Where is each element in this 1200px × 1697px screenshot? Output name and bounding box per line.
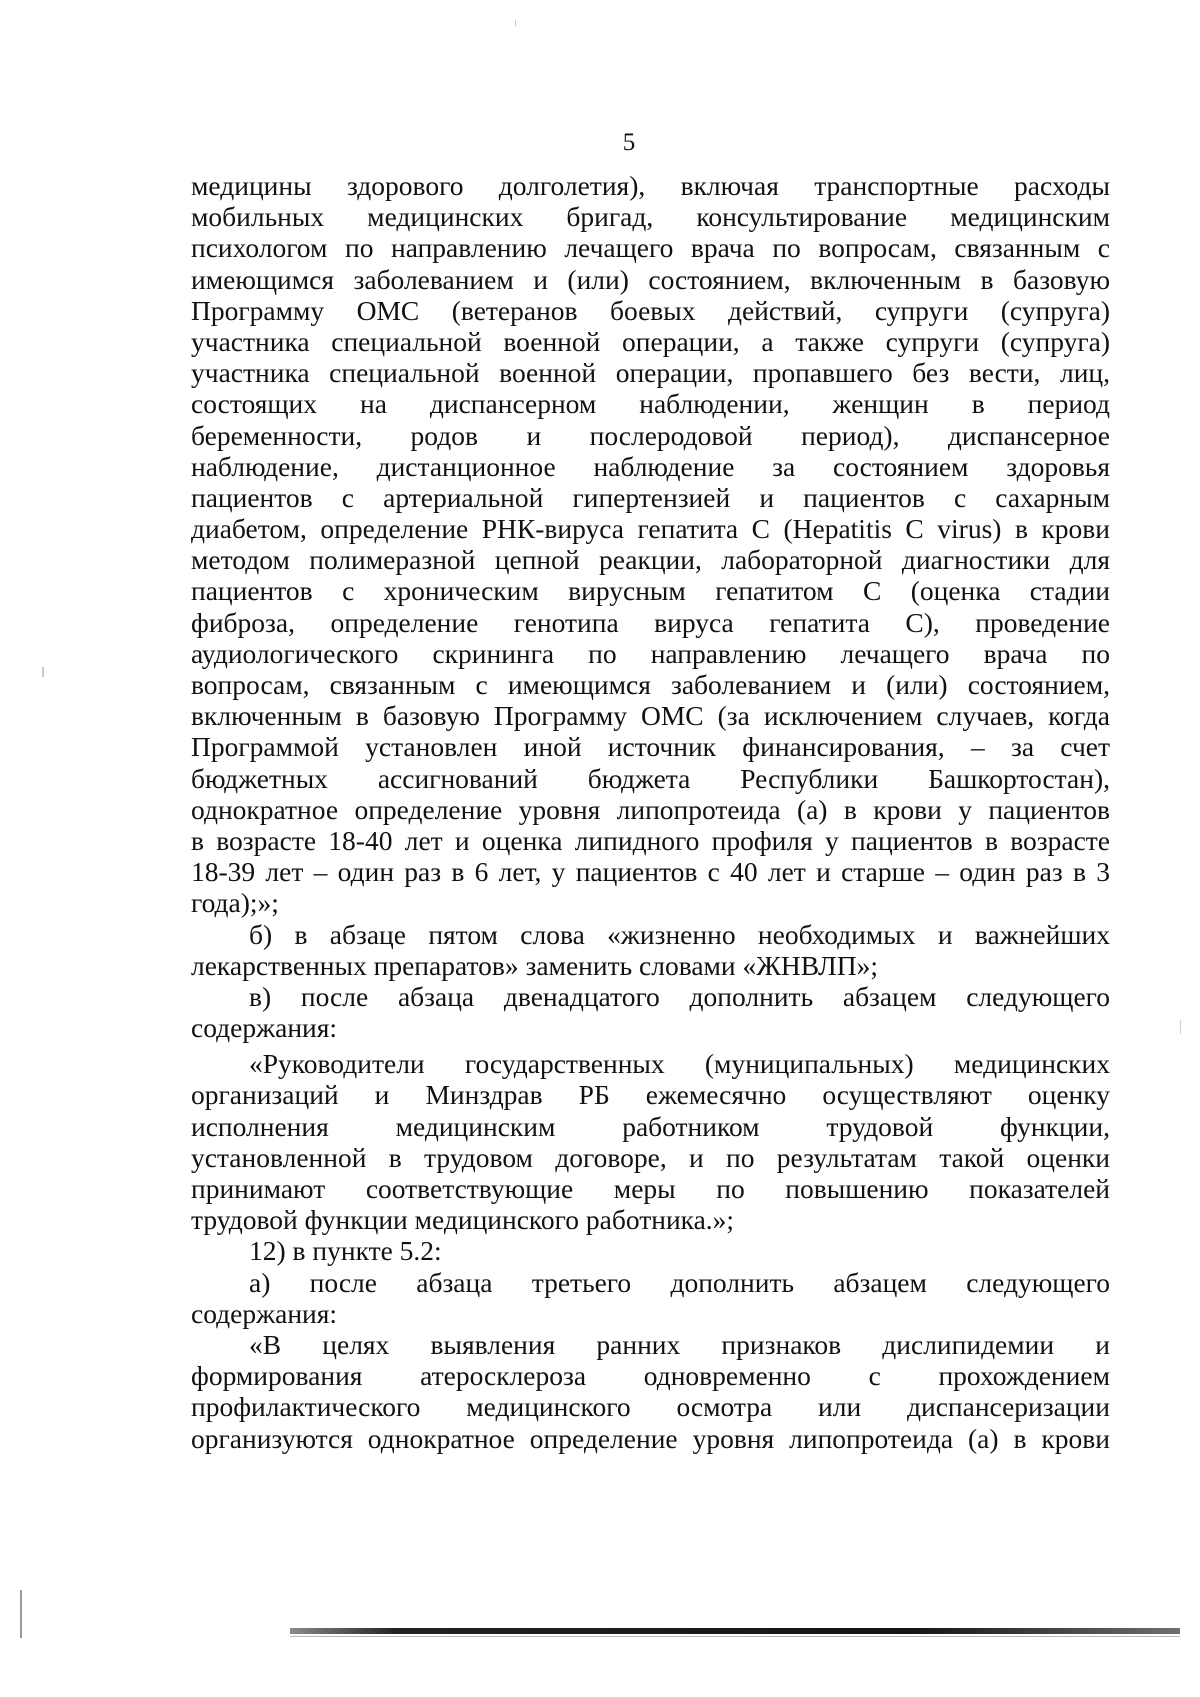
scan-artifact — [290, 1636, 1180, 1637]
text-line: а) после абзаца третьего дополнить абзацем следующего — [249, 1266, 1110, 1298]
scan-artifact — [290, 1628, 1180, 1634]
text-line: включенным в базовую Программу ОМС (за исключением случаев, когда — [191, 700, 1110, 732]
text-line: мобильных медицинских бригад, консультирование медицинским — [191, 201, 1110, 233]
scan-artifact — [20, 1590, 22, 1638]
text-line: «Руководители государственных (муниципальных) медицинских — [249, 1048, 1110, 1080]
text-line: в возрасте 18-40 лет и оценка липидного профиля у пациентов в возрасте — [191, 824, 1110, 856]
scan-artifact — [515, 20, 516, 26]
text-line: бюджетных ассигнований бюджета Республики Башкортостан), — [191, 762, 1110, 794]
text-line: организуются однократное определение уровня липопротеида (а) в крови — [191, 1422, 1110, 1454]
text-line: наблюдение, дистанционное наблюдение за состоянием здоровья — [191, 450, 1110, 482]
text-line: содержания: — [191, 1012, 338, 1044]
text-line: медицины здорового долголетия), включая транспортные расходы — [191, 170, 1110, 201]
text-line: беременности, родов и послеродовой период), диспансерное — [191, 419, 1110, 451]
text-line: участника специальной военной операции, пропавшего без вести, лиц, — [191, 357, 1110, 389]
text-line: состоящих на диспансерном наблюдении, женщин в период — [191, 388, 1110, 420]
text-line: пациентов с хроническим вирусным гепатитом С (оценка стадии — [191, 575, 1110, 607]
text-line: лекарственных препаратов» заменить словами «ЖНВЛП»; — [191, 949, 878, 981]
scan-artifact — [1180, 1020, 1181, 1034]
document-body — [191, 170, 1110, 1454]
text-line: психологом по направлению лечащего врача по вопросам, связанным с — [191, 232, 1110, 264]
text-line: 18-39 лет – один раз в 6 лет, у пациентов с 40 лет и старше – один раз в 3 — [191, 856, 1110, 888]
text-line: формирования атеросклероза одновременно с прохождением — [191, 1360, 1110, 1392]
text-line: б) в абзаце пятом слова «жизненно необходимых и важнейших — [249, 918, 1110, 950]
text-line: в) после абзаца двенадцатого дополнить абзацем следующего — [249, 980, 1110, 1012]
text-line: 12) в пункте 5.2: — [249, 1235, 442, 1267]
text-line: исполнения медицинским работником трудовой функции, — [191, 1110, 1110, 1142]
text-line: имеющимся заболеванием и (или) состоянием, включенным в базовую — [191, 263, 1110, 295]
text-line: методом полимеразной цепной реакции, лабораторной диагностики для — [191, 544, 1110, 576]
text-line: вопросам, связанным с имеющимся заболеванием и (или) состоянием, — [191, 669, 1110, 700]
text-line: года);»; — [191, 887, 279, 919]
text-line: аудиологического скрининга по направлению лечащего врача по — [191, 637, 1110, 669]
text-line: профилактического медицинского осмотра или диспансеризации — [191, 1391, 1110, 1423]
text-line: установленной в трудовом договоре, и по результатам такой оценки — [191, 1141, 1110, 1173]
text-line: Программу ОМС (ветеранов боевых действий, супруги (супруга) — [191, 294, 1110, 326]
text-line: пациентов с артериальной гипертензией и пациентов с сахарным — [191, 481, 1110, 513]
text-line: принимают соответствующие меры по повышению показателей — [191, 1173, 1110, 1204]
text-line: однократное определение уровня липопротеида (а) в крови у пациентов — [191, 793, 1110, 825]
page-number: 5 — [622, 129, 636, 156]
text-line: трудовой функции медицинского работника.»; — [191, 1204, 735, 1236]
text-line: участника специальной военной операции, а также супруги (супруга) — [191, 325, 1110, 357]
text-line: «В целях выявления ранних признаков дислипидемии и — [249, 1328, 1110, 1360]
text-line: организаций и Минздрав РБ ежемесячно осуществляют оценку — [191, 1079, 1110, 1111]
scan-artifact — [42, 667, 44, 677]
text-line: содержания: — [191, 1297, 338, 1329]
text-line: фиброза, определение генотипа вируса гепатита С), проведение — [191, 606, 1110, 638]
text-line: диабетом, определение РНК-вируса гепатита С (Hepatitis C virus) в крови — [191, 513, 1110, 545]
text-line: Программой установлен иной источник финансирования, – за счет — [191, 731, 1110, 763]
